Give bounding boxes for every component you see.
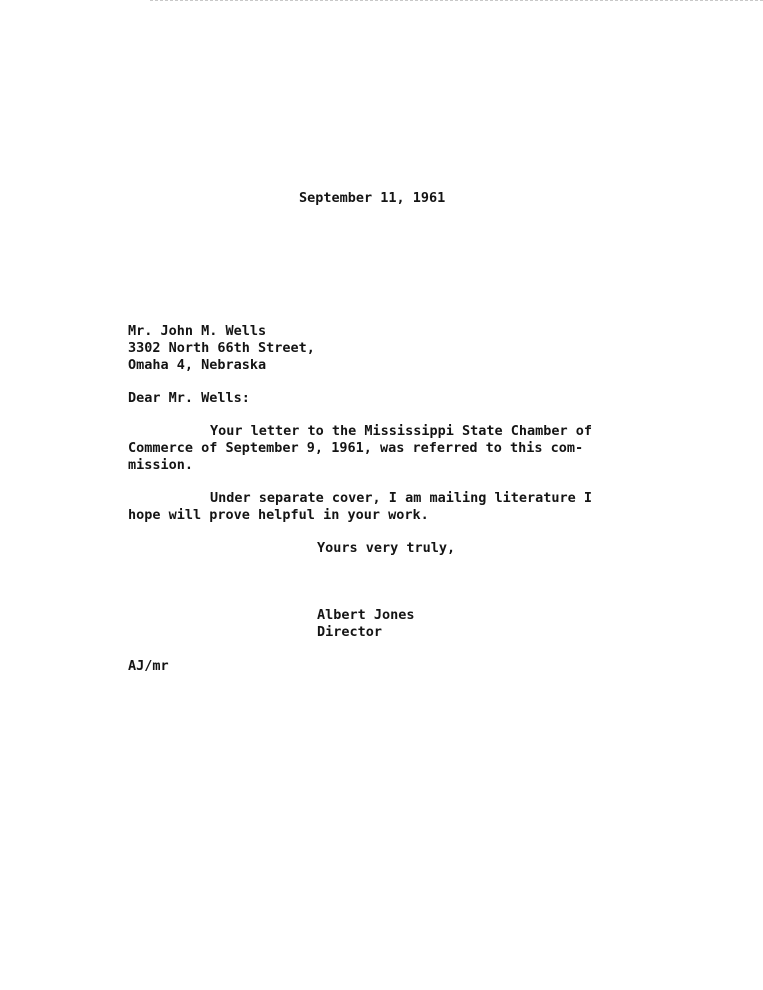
paragraph-2-line-2: hope will prove helpful in your work. (128, 507, 429, 523)
page-top-edge (150, 0, 763, 1)
signer-title: Director (317, 624, 383, 640)
reference-initials: AJ/mr (128, 658, 169, 674)
recipient-city: Omaha 4, Nebraska (128, 357, 267, 373)
salutation: Dear Mr. Wells: (128, 390, 250, 406)
paragraph-2-line-1: Under separate cover, I am mailing literature I (210, 490, 593, 506)
letter-date: September 11, 1961 (299, 190, 446, 206)
recipient-street: 3302 North 66th Street, (128, 340, 315, 356)
signature-block (317, 607, 415, 641)
complimentary-closing: Yours very truly, (317, 540, 456, 556)
recipient-address (128, 323, 315, 374)
body-paragraph-1 (128, 423, 592, 474)
paragraph-1-line-1: Your letter to the Mississippi State Chamber of (210, 423, 593, 439)
signer-name: Albert Jones (317, 607, 415, 623)
body-paragraph-2 (128, 490, 592, 524)
paragraph-1-line-3: mission. (128, 457, 194, 473)
recipient-name: Mr. John M. Wells (128, 323, 267, 339)
paragraph-1-line-2: Commerce of September 9, 1961, was referred to this com- (128, 440, 584, 456)
